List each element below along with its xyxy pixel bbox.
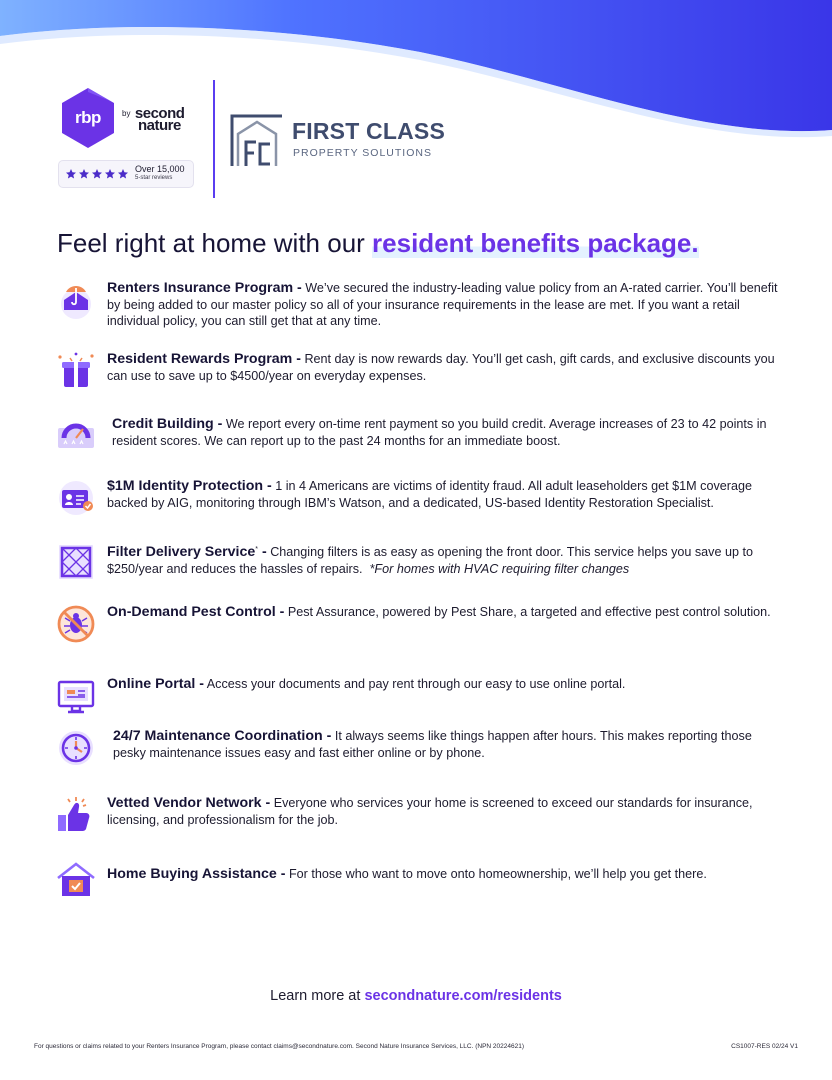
wordmark-second: second <box>134 105 185 122</box>
reviews-label: 5-star reviews <box>135 175 173 181</box>
benefit-title: Resident Rewards Program - <box>107 351 301 367</box>
umbrella-house-icon <box>56 280 96 320</box>
benefit-description: Access your documents and pay rent through our easy to use online portal. <box>206 677 626 691</box>
benefit-title: $1M Identity Protection - <box>107 478 272 494</box>
logo-divider <box>213 80 215 198</box>
star-icon <box>65 168 77 180</box>
benefit-title: Filter Delivery Service <box>107 544 256 561</box>
benefit-description: Pest Assurance, powered by Pest Share, a targeted and effective pest control solution. <box>287 605 771 619</box>
benefit-title: Credit Building - <box>112 416 223 432</box>
benefit-title: 24/7 Maintenance Coordination - <box>113 728 332 744</box>
benefit-text <box>107 542 779 577</box>
benefit-description: For those who want to move onto homeownership, we’ll help you get there. <box>288 867 707 881</box>
headline-prefix: Feel right at home with our <box>57 228 373 258</box>
benefit-text <box>107 866 779 883</box>
benefit-title-suffix: - <box>258 544 267 561</box>
identity-card-icon <box>56 478 96 518</box>
footer-disclaimer: For questions or claims related to your Renters Insurance Program, please contact claims@secondnature.com. Second Nature Insurance Services, LLC. (NPN 20224621) <box>34 1043 525 1050</box>
star-icon <box>104 168 116 180</box>
reviews-count: Over 15,000 <box>135 164 185 174</box>
learn-more-link[interactable]: secondnature.com/residents <box>364 988 562 1004</box>
header <box>56 86 776 198</box>
benefit-title: Online Portal - <box>107 676 204 692</box>
benefit-title: Vetted Vendor Network - <box>107 795 271 811</box>
headline-highlight: resident benefits package. <box>372 228 699 258</box>
star-icon <box>117 168 129 180</box>
footer-doc-code: CS1007-RES 02/24 V1 <box>731 1043 798 1050</box>
company-name: FIRST CLASS <box>292 118 445 144</box>
credit-gauge-icon <box>56 416 96 456</box>
page-headline <box>57 228 699 259</box>
gift-icon <box>56 351 96 391</box>
air-filter-icon <box>56 542 96 582</box>
benefit-text <box>113 728 779 761</box>
benefit-text <box>112 416 779 449</box>
star-rating <box>65 168 129 180</box>
reviews-badge <box>58 160 194 188</box>
no-pests-icon <box>56 604 96 644</box>
benefit-text <box>107 795 779 828</box>
clock-icon <box>56 728 96 768</box>
benefit-title: Renters Insurance Program - <box>107 280 302 296</box>
benefit-text <box>107 478 779 511</box>
benefit-text <box>107 604 779 621</box>
benefit-description: Changing filters is as easy as opening the front door. This service helps you save up to $250/year and reduces the hassles of repairs. <box>107 545 753 576</box>
first-class-logo-mark <box>230 112 284 168</box>
computer-portal-icon <box>56 676 96 716</box>
benefit-description: It always seems like things happen after hours. This makes reporting those pesky maintenance issues easy and fast either online or by phone. <box>113 729 752 760</box>
benefit-description: 1 in 4 Americans are victims of identity fraud. All adult leaseholders get $1M coverage backed by AIG, monitoring through IBM’s Watson, and a dedicated, US-based Identity Restoration Specialist. <box>107 479 752 510</box>
star-icon <box>91 168 103 180</box>
benefit-title: Home Buying Assistance - <box>107 866 286 882</box>
thumbs-up-icon <box>56 795 96 835</box>
learn-more-prefix: Learn more at <box>270 988 365 1004</box>
second-nature-wordmark <box>122 105 185 134</box>
star-icon <box>78 168 90 180</box>
benefit-description: We report every on-time rent payment so you build credit. Average increases of 23 to 42 points in resident scores. We can report up to the past 24 months for an immediate boost. <box>112 417 767 448</box>
reviews-text <box>135 165 185 183</box>
benefit-title-mark: * <box>255 546 259 553</box>
benefit-title: On-Demand Pest Control - <box>107 604 285 620</box>
home-check-icon <box>56 860 96 900</box>
benefit-footnote: *For homes with HVAC requiring filter changes <box>369 561 630 576</box>
benefit-description: Rent day is now rewards day. You’ll get cash, gift cards, and exclusive discounts you can use to save up to $4500/year on everyday expenses. <box>107 352 775 383</box>
benefit-description: We’ve secured the industry-leading value policy from an A-rated carrier. You’ll benefit by being added to our master policy so all of your insurance requirements in the lease are met. If you want a retail individual policy, you can still get that at any time. <box>107 281 778 328</box>
wordmark-by: by <box>122 109 131 118</box>
wordmark-nature: nature <box>138 117 181 134</box>
rbp-logo-text: rbp <box>75 108 101 127</box>
learn-more <box>0 988 832 1004</box>
benefit-text <box>107 351 779 384</box>
benefit-description: Everyone who services your home is screened to exceed our standards for insurance, licensing, and professionalism for the job. <box>107 796 753 827</box>
benefit-text <box>107 280 779 330</box>
benefit-text <box>107 676 779 693</box>
company-subtitle: PROPERTY SOLUTIONS <box>293 147 432 159</box>
